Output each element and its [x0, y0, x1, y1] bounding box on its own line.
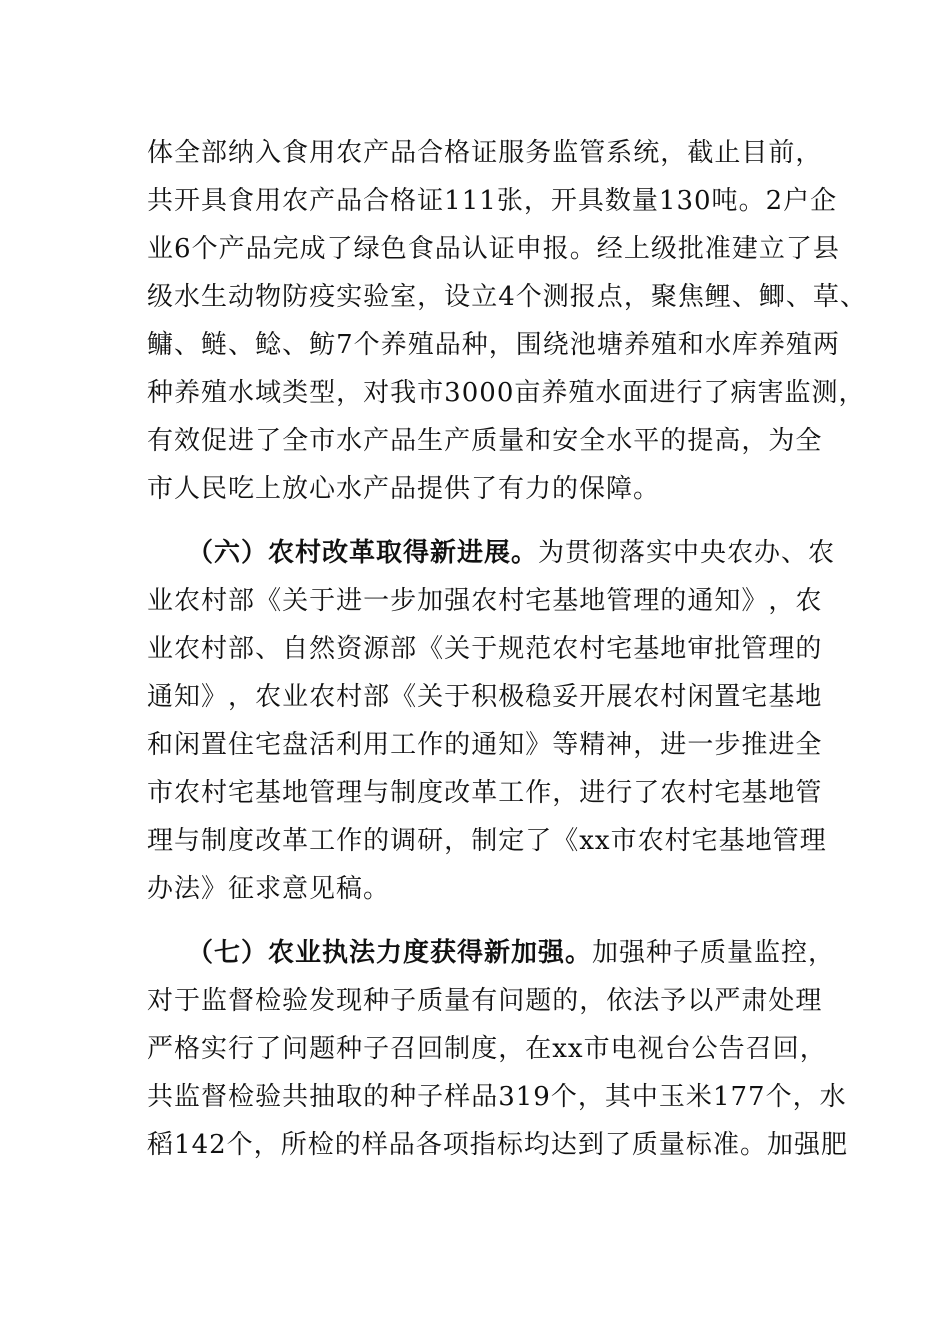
paragraph-line: 共 开 具 食 用 农 产 品 合 格 证 1 1 1 张 ， 开 具 数 量 1 3 0 吨 。 2 户 企 [147, 186, 838, 216]
paragraph-line: 鳙 、 鲢 、 鲶 、 鲂 7 个 养 殖 品 种 ， 围 绕 池 塘 养 殖 和 水 库 养 殖 两 [147, 330, 840, 360]
paragraph-line: 通 知 》 ， 农 业 农 村 部 《 关 于 积 极 稳 妥 开 展 农 村 闲 置 宅 基 地 [147, 682, 823, 712]
paragraph-line: 体 全 部 纳 入 食 用 农 产 品 合 格 证 服 务 监 管 系 统 ， 截 止 目 前 ， [147, 138, 823, 168]
paragraph-line: 业 6 个 产 品 完 成 了 绿 色 食 品 认 证 申 报 。 经 上 级 批 准 建 立 了 县 [147, 234, 840, 264]
paragraph-line: 严 格 实 行 了 问 题 种 子 召 回 制 度 ， 在 x x 市 电 视 台 公 告 召 回 ， [147, 1034, 827, 1064]
paragraph-line: 对 于 监 督 检 验 发 现 种 子 质 量 有 问 题 的 ， 依 法 予 以 严 肃 处 理 [147, 986, 823, 1016]
paragraph-line: 市 农 村 宅 基 地 管 理 与 制 度 改 革 工 作 ， 进 行 了 农 村 宅 基 地 管 [147, 778, 823, 808]
paragraph-text: 加强种子质量监控， [592, 938, 836, 968]
section-heading: （六）农村改革取得新进展。 [187, 538, 539, 568]
section-heading: （七）农业执法力度获得新加强。 [187, 938, 593, 968]
paragraph-line: 市人民吃上放心水产品提供了有力的保障。 [147, 474, 661, 504]
paragraph-line: 稻 1 4 2 个 ， 所 检 的 样 品 各 项 指 标 均 达 到 了 质 量 标 准 。 加 强 肥 [147, 1130, 849, 1160]
paragraph-first-line [187, 935, 835, 971]
paragraph-line: 有 效 促 进 了 全 市 水 产 品 生 产 质 量 和 安 全 水 平 的 提 高 ， 为 全 [147, 426, 823, 456]
paragraph-line: 业 农 村 部 《 关 于 进 一 步 加 强 农 村 宅 基 地 管 理 的 通 知 》 ， 农 [147, 586, 823, 616]
paragraph-line: 和 闲 置 住 宅 盘 活 利 用 工 作 的 通 知 》 等 精 神 ， 进 一 步 推 进 全 [147, 730, 823, 760]
paragraph-text: 为贯彻落实中央农办、农 [538, 538, 836, 568]
paragraph-line: 业 农 村 部 、 自 然 资 源 部 《 关 于 规 范 农 村 宅 基 地 审 批 管 理 的 [147, 634, 823, 664]
paragraph-line: 理 与 制 度 改 革 工 作 的 调 研 ， 制 定 了 《 x x 市 农 村 宅 基 地 管 理 [147, 826, 827, 856]
paragraph-line: 共 监 督 检 验 共 抽 取 的 种 子 样 品 3 1 9 个 ， 其 中 玉 米 1 7 7 个 ， 水 [147, 1082, 847, 1112]
paragraph-line: 级 水 生 动 物 防 疫 实 验 室 ， 设 立 4 个 测 报 点 ， 聚 焦 鲤 、 鲫 、 草 、 [147, 282, 867, 312]
paragraph-line: 种 养 殖 水 域 类 型 ， 对 我 市 3 0 0 0 亩 养 殖 水 面 进 行 了 病 害 监 测 ， [147, 378, 866, 408]
paragraph-first-line [187, 535, 835, 571]
paragraph-line: 办法》征求意见稿。 [147, 874, 391, 904]
